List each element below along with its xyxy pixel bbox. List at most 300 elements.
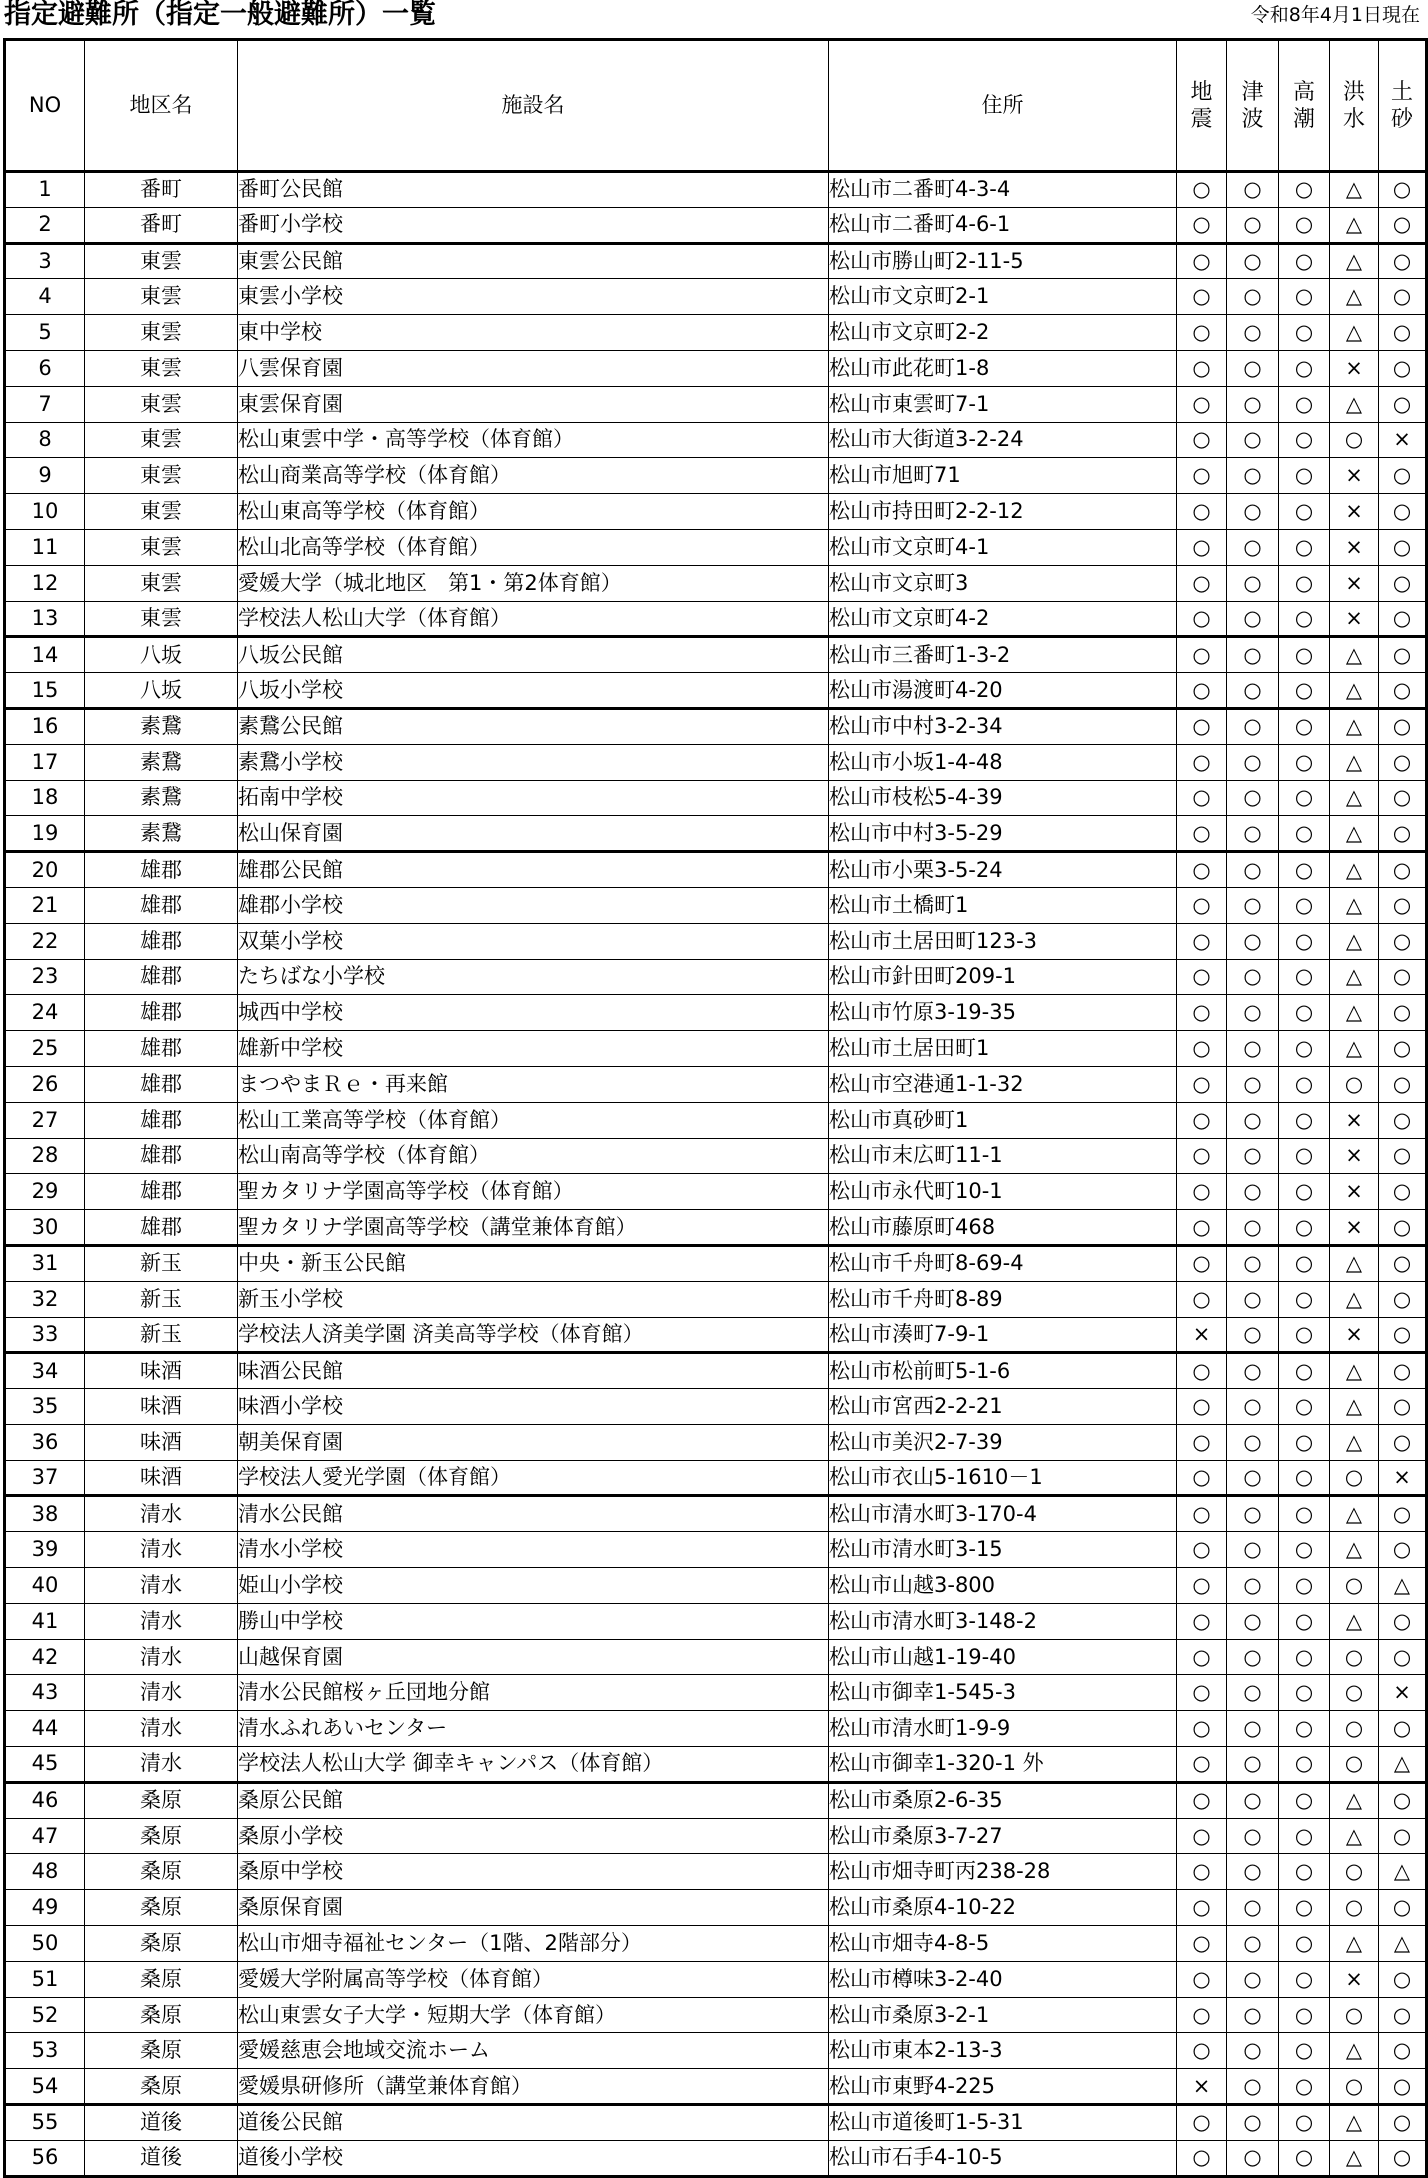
cell-storm-surge-mark: ○ — [1279, 2140, 1330, 2176]
cell-earthquake-mark: ○ — [1177, 1353, 1227, 1389]
cell-no: 32 — [5, 1281, 85, 1317]
as-of-date: 令和8年4月1日現在 — [1250, 4, 1420, 26]
table-row — [5, 565, 1427, 601]
cell-district: 桑原 — [85, 1926, 238, 1962]
cell-earthquake-mark: × — [1177, 1317, 1227, 1353]
cell-address: 松山市文京町4-1 — [829, 529, 1177, 565]
table-row — [5, 2105, 1427, 2141]
cell-no: 8 — [5, 422, 85, 458]
cell-district: 雄郡 — [85, 923, 238, 959]
cell-facility: 松山東高等学校（体育館） — [238, 494, 829, 530]
cell-storm-surge-mark: ○ — [1279, 1961, 1330, 1997]
cell-address: 松山市中村3-5-29 — [829, 816, 1177, 852]
cell-district: 八坂 — [85, 637, 238, 673]
cell-district: 味酒 — [85, 1424, 238, 1460]
cell-storm-surge-mark: ○ — [1279, 565, 1330, 601]
cell-earthquake-mark: ○ — [1177, 1711, 1227, 1747]
cell-tsunami-mark: ○ — [1227, 2033, 1279, 2069]
cell-no: 49 — [5, 1890, 85, 1926]
cell-no: 9 — [5, 458, 85, 494]
cell-address: 松山市土橋町1 — [829, 887, 1177, 923]
cell-flood-mark: × — [1330, 1102, 1379, 1138]
column-header-flood — [1330, 40, 1379, 172]
cell-flood-mark: △ — [1330, 852, 1379, 888]
cell-no: 45 — [5, 1747, 85, 1783]
column-header-tsunami — [1227, 40, 1279, 172]
table-row — [5, 2140, 1427, 2176]
cell-no: 15 — [5, 673, 85, 709]
table-row — [5, 708, 1427, 744]
cell-address: 松山市枝松5-4-39 — [829, 780, 1177, 816]
table-row — [5, 1031, 1427, 1067]
cell-flood-mark: △ — [1330, 2105, 1379, 2141]
cell-no: 51 — [5, 1961, 85, 1997]
cell-facility: 桑原保育園 — [238, 1890, 829, 1926]
cell-district: 桑原 — [85, 1997, 238, 2033]
column-header-storm-surge — [1279, 40, 1330, 172]
cell-storm-surge-mark: ○ — [1279, 1496, 1330, 1532]
cell-earthquake-mark: ○ — [1177, 1568, 1227, 1604]
cell-flood-mark: △ — [1330, 2033, 1379, 2069]
cell-tsunami-mark: ○ — [1227, 1066, 1279, 1102]
cell-facility: 番町小学校 — [238, 207, 829, 243]
cell-district: 道後 — [85, 2105, 238, 2141]
cell-district: 清水 — [85, 1711, 238, 1747]
cell-storm-surge-mark: ○ — [1279, 315, 1330, 351]
cell-landslide-mark: ○ — [1379, 1353, 1427, 1389]
table-row — [5, 1818, 1427, 1854]
cell-facility: 桑原中学校 — [238, 1854, 829, 1890]
cell-tsunami-mark: ○ — [1227, 673, 1279, 709]
cell-district: 味酒 — [85, 1389, 238, 1425]
cell-tsunami-mark: ○ — [1227, 923, 1279, 959]
cell-storm-surge-mark: ○ — [1279, 780, 1330, 816]
cell-no: 20 — [5, 852, 85, 888]
cell-storm-surge-mark: ○ — [1279, 1460, 1330, 1496]
cell-facility: 清水小学校 — [238, 1532, 829, 1568]
cell-no: 3 — [5, 243, 85, 279]
cell-district: 東雲 — [85, 350, 238, 386]
cell-address: 松山市文京町3 — [829, 565, 1177, 601]
cell-no: 30 — [5, 1210, 85, 1246]
cell-flood-mark: ○ — [1330, 1460, 1379, 1496]
cell-storm-surge-mark: ○ — [1279, 1138, 1330, 1174]
cell-address: 松山市土居田町123-3 — [829, 923, 1177, 959]
hazard-label-tsunami: 津波 — [1241, 79, 1264, 132]
cell-facility: 雄新中学校 — [238, 1031, 829, 1067]
cell-storm-surge-mark: ○ — [1279, 1782, 1330, 1818]
cell-tsunami-mark: ○ — [1227, 1460, 1279, 1496]
cell-flood-mark: ○ — [1330, 1568, 1379, 1604]
cell-district: 雄郡 — [85, 852, 238, 888]
cell-district: 新玉 — [85, 1317, 238, 1353]
cell-address: 松山市畑寺4-8-5 — [829, 1926, 1177, 1962]
table-row — [5, 1066, 1427, 1102]
cell-no: 40 — [5, 1568, 85, 1604]
cell-storm-surge-mark: ○ — [1279, 637, 1330, 673]
cell-earthquake-mark: ○ — [1177, 1890, 1227, 1926]
cell-landslide-mark: ○ — [1379, 315, 1427, 351]
cell-earthquake-mark: ○ — [1177, 673, 1227, 709]
cell-flood-mark: △ — [1330, 1245, 1379, 1281]
table-row — [5, 386, 1427, 422]
cell-storm-surge-mark: ○ — [1279, 1568, 1330, 1604]
cell-district: 新玉 — [85, 1281, 238, 1317]
table-row — [5, 637, 1427, 673]
cell-storm-surge-mark: ○ — [1279, 923, 1330, 959]
cell-landslide-mark: ○ — [1379, 1890, 1427, 1926]
cell-address: 松山市此花町1-8 — [829, 350, 1177, 386]
cell-district: 東雲 — [85, 565, 238, 601]
cell-storm-surge-mark: ○ — [1279, 1603, 1330, 1639]
table-row — [5, 1174, 1427, 1210]
shelter-table — [3, 38, 1428, 2178]
table-row — [5, 1926, 1427, 1962]
cell-landslide-mark: ○ — [1379, 1389, 1427, 1425]
cell-tsunami-mark: ○ — [1227, 422, 1279, 458]
page-title: 指定避難所（指定一般避難所）一覧 — [4, 0, 436, 30]
cell-flood-mark: ○ — [1330, 1747, 1379, 1783]
cell-address: 松山市清水町3-170-4 — [829, 1496, 1177, 1532]
cell-district: 東雲 — [85, 601, 238, 637]
cell-tsunami-mark: ○ — [1227, 1747, 1279, 1783]
cell-no: 24 — [5, 995, 85, 1031]
cell-landslide-mark: ○ — [1379, 1424, 1427, 1460]
cell-flood-mark: △ — [1330, 1926, 1379, 1962]
cell-address: 松山市大街道3-2-24 — [829, 422, 1177, 458]
cell-address: 松山市清水町1-9-9 — [829, 1711, 1177, 1747]
cell-earthquake-mark: ○ — [1177, 744, 1227, 780]
cell-facility: 中央・新玉公民館 — [238, 1245, 829, 1281]
hazard-label-storm-surge: 高潮 — [1292, 79, 1315, 132]
cell-district: 桑原 — [85, 2033, 238, 2069]
cell-facility: 松山南高等学校（体育館） — [238, 1138, 829, 1174]
cell-flood-mark: △ — [1330, 1031, 1379, 1067]
cell-storm-surge-mark: ○ — [1279, 1174, 1330, 1210]
cell-landslide-mark: ○ — [1379, 1603, 1427, 1639]
cell-tsunami-mark: ○ — [1227, 243, 1279, 279]
cell-address: 松山市清水町3-148-2 — [829, 1603, 1177, 1639]
cell-storm-surge-mark: ○ — [1279, 1210, 1330, 1246]
cell-landslide-mark: ○ — [1379, 1066, 1427, 1102]
cell-district: 雄郡 — [85, 1210, 238, 1246]
cell-landslide-mark: ○ — [1379, 172, 1427, 208]
cell-facility: 学校法人済美学園 済美高等学校（体育館） — [238, 1317, 829, 1353]
cell-storm-surge-mark: ○ — [1279, 1997, 1330, 2033]
table-row — [5, 422, 1427, 458]
cell-facility: まつやまＲｅ・再来館 — [238, 1066, 829, 1102]
cell-no: 22 — [5, 923, 85, 959]
cell-no: 42 — [5, 1639, 85, 1675]
cell-landslide-mark: △ — [1379, 1926, 1427, 1962]
cell-district: 桑原 — [85, 1890, 238, 1926]
table-row — [5, 1496, 1427, 1532]
cell-address: 松山市文京町4-2 — [829, 601, 1177, 637]
cell-district: 東雲 — [85, 279, 238, 315]
cell-tsunami-mark: ○ — [1227, 1639, 1279, 1675]
cell-facility: たちばな小学校 — [238, 959, 829, 995]
cell-tsunami-mark: ○ — [1227, 172, 1279, 208]
table-row — [5, 2033, 1427, 2069]
cell-address: 松山市桑原3-2-1 — [829, 1997, 1177, 2033]
cell-landslide-mark: ○ — [1379, 780, 1427, 816]
cell-earthquake-mark: ○ — [1177, 1926, 1227, 1962]
cell-storm-surge-mark: ○ — [1279, 1317, 1330, 1353]
cell-earthquake-mark: ○ — [1177, 887, 1227, 923]
cell-no: 55 — [5, 2105, 85, 2141]
table-row — [5, 601, 1427, 637]
cell-tsunami-mark: ○ — [1227, 1317, 1279, 1353]
cell-landslide-mark: ○ — [1379, 1245, 1427, 1281]
cell-facility: 拓南中学校 — [238, 780, 829, 816]
cell-storm-surge-mark: ○ — [1279, 243, 1330, 279]
cell-district: 素鵞 — [85, 816, 238, 852]
table-row — [5, 995, 1427, 1031]
cell-tsunami-mark: ○ — [1227, 1532, 1279, 1568]
cell-tsunami-mark: ○ — [1227, 1961, 1279, 1997]
cell-no: 7 — [5, 386, 85, 422]
cell-no: 27 — [5, 1102, 85, 1138]
cell-no: 16 — [5, 708, 85, 744]
cell-earthquake-mark: ○ — [1177, 2140, 1227, 2176]
cell-facility: 勝山中学校 — [238, 1603, 829, 1639]
cell-tsunami-mark: ○ — [1227, 1926, 1279, 1962]
cell-no: 17 — [5, 744, 85, 780]
cell-earthquake-mark: ○ — [1177, 852, 1227, 888]
cell-tsunami-mark: ○ — [1227, 1782, 1279, 1818]
cell-facility: 清水ふれあいセンター — [238, 1711, 829, 1747]
cell-no: 39 — [5, 1532, 85, 1568]
cell-flood-mark: △ — [1330, 1603, 1379, 1639]
cell-flood-mark: △ — [1330, 744, 1379, 780]
cell-storm-surge-mark: ○ — [1279, 2105, 1330, 2141]
cell-flood-mark: ○ — [1330, 1675, 1379, 1711]
cell-tsunami-mark: ○ — [1227, 2105, 1279, 2141]
cell-district: 清水 — [85, 1532, 238, 1568]
table-row — [5, 2069, 1427, 2105]
cell-landslide-mark: △ — [1379, 1747, 1427, 1783]
cell-storm-surge-mark: ○ — [1279, 494, 1330, 530]
cell-storm-surge-mark: ○ — [1279, 1675, 1330, 1711]
cell-address: 松山市清水町3-15 — [829, 1532, 1177, 1568]
cell-district: 雄郡 — [85, 1174, 238, 1210]
cell-facility: 双葉小学校 — [238, 923, 829, 959]
cell-tsunami-mark: ○ — [1227, 637, 1279, 673]
table-row — [5, 1639, 1427, 1675]
cell-storm-surge-mark: ○ — [1279, 207, 1330, 243]
cell-landslide-mark: ○ — [1379, 279, 1427, 315]
cell-landslide-mark: ○ — [1379, 1317, 1427, 1353]
cell-district: 東雲 — [85, 315, 238, 351]
cell-no: 48 — [5, 1854, 85, 1890]
cell-landslide-mark: ○ — [1379, 1782, 1427, 1818]
cell-earthquake-mark: ○ — [1177, 601, 1227, 637]
cell-earthquake-mark: ○ — [1177, 2105, 1227, 2141]
cell-flood-mark: × — [1330, 565, 1379, 601]
table-row — [5, 315, 1427, 351]
table-row — [5, 1568, 1427, 1604]
cell-landslide-mark: ○ — [1379, 565, 1427, 601]
cell-address: 松山市二番町4-6-1 — [829, 207, 1177, 243]
cell-tsunami-mark: ○ — [1227, 1281, 1279, 1317]
cell-tsunami-mark: ○ — [1227, 1210, 1279, 1246]
cell-district: 味酒 — [85, 1460, 238, 1496]
cell-earthquake-mark: ○ — [1177, 350, 1227, 386]
cell-address: 松山市末広町11-1 — [829, 1138, 1177, 1174]
cell-storm-surge-mark: ○ — [1279, 1424, 1330, 1460]
table-header-row — [5, 40, 1427, 172]
cell-address: 松山市勝山町2-11-5 — [829, 243, 1177, 279]
cell-district: 新玉 — [85, 1245, 238, 1281]
cell-facility: 素鵞公民館 — [238, 708, 829, 744]
cell-no: 41 — [5, 1603, 85, 1639]
cell-facility: 雄郡公民館 — [238, 852, 829, 888]
table-row — [5, 1675, 1427, 1711]
cell-landslide-mark: ○ — [1379, 243, 1427, 279]
cell-no: 21 — [5, 887, 85, 923]
cell-earthquake-mark: ○ — [1177, 1389, 1227, 1425]
cell-flood-mark: △ — [1330, 315, 1379, 351]
cell-facility: 学校法人松山大学 御幸キャンパス（体育館） — [238, 1747, 829, 1783]
cell-storm-surge-mark: ○ — [1279, 1102, 1330, 1138]
table-row — [5, 494, 1427, 530]
cell-flood-mark: △ — [1330, 887, 1379, 923]
cell-facility: 松山商業高等学校（体育館） — [238, 458, 829, 494]
cell-tsunami-mark: ○ — [1227, 2069, 1279, 2105]
hazard-label-earthquake: 地震 — [1190, 79, 1213, 132]
cell-facility: 東雲公民館 — [238, 243, 829, 279]
cell-district: 道後 — [85, 2140, 238, 2176]
cell-no: 37 — [5, 1460, 85, 1496]
cell-facility: 聖カタリナ学園高等学校（講堂兼体育館） — [238, 1210, 829, 1246]
cell-address: 松山市持田町2-2-12 — [829, 494, 1177, 530]
cell-facility: 学校法人愛光学園（体育館） — [238, 1460, 829, 1496]
cell-facility: 愛媛慈恵会地域交流ホーム — [238, 2033, 829, 2069]
cell-storm-surge-mark: ○ — [1279, 172, 1330, 208]
table-row — [5, 172, 1427, 208]
cell-storm-surge-mark: ○ — [1279, 2069, 1330, 2105]
column-header-earthquake — [1177, 40, 1227, 172]
cell-tsunami-mark: ○ — [1227, 1138, 1279, 1174]
cell-earthquake-mark: ○ — [1177, 2033, 1227, 2069]
cell-landslide-mark: ○ — [1379, 2033, 1427, 2069]
cell-landslide-mark: ○ — [1379, 923, 1427, 959]
cell-tsunami-mark: ○ — [1227, 529, 1279, 565]
cell-tsunami-mark: ○ — [1227, 458, 1279, 494]
table-row — [5, 673, 1427, 709]
cell-flood-mark: △ — [1330, 673, 1379, 709]
cell-landslide-mark: ○ — [1379, 2105, 1427, 2141]
cell-district: 東雲 — [85, 386, 238, 422]
cell-no: 50 — [5, 1926, 85, 1962]
cell-storm-surge-mark: ○ — [1279, 386, 1330, 422]
table-row — [5, 1317, 1427, 1353]
cell-landslide-mark: ○ — [1379, 350, 1427, 386]
column-header-district: 地区名 — [85, 40, 238, 172]
cell-storm-surge-mark: ○ — [1279, 1031, 1330, 1067]
cell-storm-surge-mark: ○ — [1279, 852, 1330, 888]
cell-facility: 松山工業高等学校（体育館） — [238, 1102, 829, 1138]
cell-no: 53 — [5, 2033, 85, 2069]
cell-address: 松山市桑原4-10-22 — [829, 1890, 1177, 1926]
table-row — [5, 887, 1427, 923]
cell-flood-mark: ○ — [1330, 1639, 1379, 1675]
cell-flood-mark: △ — [1330, 780, 1379, 816]
cell-district: 桑原 — [85, 1854, 238, 1890]
cell-flood-mark: △ — [1330, 1818, 1379, 1854]
cell-district: 素鵞 — [85, 744, 238, 780]
cell-storm-surge-mark: ○ — [1279, 458, 1330, 494]
cell-district: 桑原 — [85, 1782, 238, 1818]
cell-address: 松山市道後町1-5-31 — [829, 2105, 1177, 2141]
cell-storm-surge-mark: ○ — [1279, 1747, 1330, 1783]
cell-tsunami-mark: ○ — [1227, 1854, 1279, 1890]
cell-tsunami-mark: ○ — [1227, 852, 1279, 888]
cell-tsunami-mark: ○ — [1227, 1174, 1279, 1210]
cell-landslide-mark: ○ — [1379, 494, 1427, 530]
cell-district: 雄郡 — [85, 995, 238, 1031]
column-header-landslide — [1379, 40, 1427, 172]
cell-flood-mark: × — [1330, 458, 1379, 494]
cell-earthquake-mark: ○ — [1177, 708, 1227, 744]
cell-flood-mark: × — [1330, 350, 1379, 386]
cell-earthquake-mark: ○ — [1177, 1675, 1227, 1711]
cell-no: 47 — [5, 1818, 85, 1854]
cell-flood-mark: △ — [1330, 207, 1379, 243]
table-row — [5, 1102, 1427, 1138]
cell-landslide-mark: × — [1379, 1675, 1427, 1711]
cell-earthquake-mark: ○ — [1177, 386, 1227, 422]
cell-landslide-mark: ○ — [1379, 2069, 1427, 2105]
cell-earthquake-mark: × — [1177, 2069, 1227, 2105]
cell-landslide-mark: △ — [1379, 1854, 1427, 1890]
table-row — [5, 1782, 1427, 1818]
cell-tsunami-mark: ○ — [1227, 1031, 1279, 1067]
cell-tsunami-mark: ○ — [1227, 350, 1279, 386]
cell-address: 松山市宮西2-2-21 — [829, 1389, 1177, 1425]
cell-tsunami-mark: ○ — [1227, 959, 1279, 995]
cell-landslide-mark: △ — [1379, 1568, 1427, 1604]
cell-no: 35 — [5, 1389, 85, 1425]
cell-landslide-mark: ○ — [1379, 637, 1427, 673]
cell-tsunami-mark: ○ — [1227, 279, 1279, 315]
table-row — [5, 1245, 1427, 1281]
cell-landslide-mark: ○ — [1379, 1496, 1427, 1532]
cell-tsunami-mark: ○ — [1227, 1568, 1279, 1604]
cell-landslide-mark: ○ — [1379, 673, 1427, 709]
cell-tsunami-mark: ○ — [1227, 2140, 1279, 2176]
cell-storm-surge-mark: ○ — [1279, 816, 1330, 852]
cell-address: 松山市山越1-19-40 — [829, 1639, 1177, 1675]
cell-address: 松山市土居田町1 — [829, 1031, 1177, 1067]
cell-flood-mark: × — [1330, 1138, 1379, 1174]
cell-landslide-mark: ○ — [1379, 816, 1427, 852]
table-row — [5, 852, 1427, 888]
cell-no: 34 — [5, 1353, 85, 1389]
cell-no: 23 — [5, 959, 85, 995]
cell-address: 松山市千舟町8-69-4 — [829, 1245, 1177, 1281]
cell-address: 松山市桑原3-7-27 — [829, 1818, 1177, 1854]
cell-address: 松山市千舟町8-89 — [829, 1281, 1177, 1317]
cell-facility: 番町公民館 — [238, 172, 829, 208]
cell-no: 31 — [5, 1245, 85, 1281]
cell-facility: 八坂小学校 — [238, 673, 829, 709]
cell-facility: 城西中学校 — [238, 995, 829, 1031]
cell-address: 松山市永代町10-1 — [829, 1174, 1177, 1210]
cell-landslide-mark: ○ — [1379, 1031, 1427, 1067]
table-row — [5, 1854, 1427, 1890]
cell-storm-surge-mark: ○ — [1279, 1353, 1330, 1389]
